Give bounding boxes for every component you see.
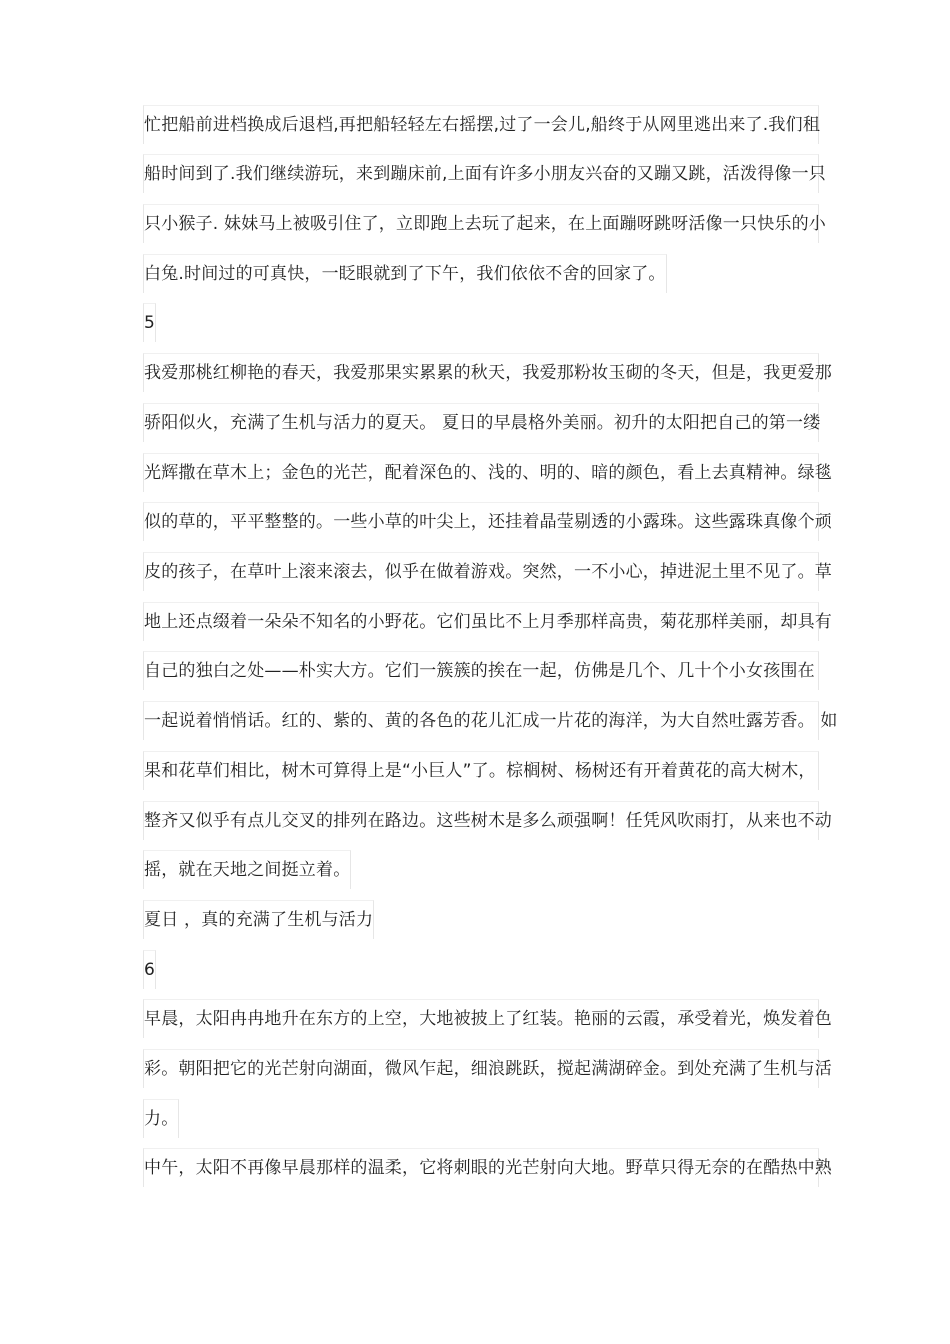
paragraph-line: 我爱那桃红柳艳的春天，我爱那果实累累的秋天，我爱那粉妆玉砌的冬天，但是，我更爱那 bbox=[143, 353, 819, 392]
paragraph-line: 白兔.时间过的可真快，一眨眼就到了下午，我们依依不舍的回家了。 bbox=[143, 254, 667, 293]
paragraph-line: 一起说着悄悄话。红的、紫的、黄的各色的花儿汇成一片花的海洋，为大自然吐露芳香。 如 bbox=[143, 701, 819, 740]
paragraph-line: 整齐又似乎有点儿交叉的排列在路边。这些树木是多么顽强啊！任凭风吹雨打，从来也不动 bbox=[143, 801, 819, 840]
section-number: 5 bbox=[143, 303, 156, 342]
paragraph-line: 夏日 ，真的充满了生机与活力 bbox=[143, 900, 374, 939]
paragraph-line: 只小猴子. 妹妹马上被吸引住了，立即跑上去玩了起来，在上面蹦呀跳呀活像一只快乐的小 bbox=[143, 204, 819, 243]
paragraph-line: 光辉撒在草木上；金色的光芒，配着深色的、浅的、明的、暗的颜色，看上去真精神。绿毯 bbox=[143, 453, 819, 492]
section-number: 6 bbox=[143, 950, 156, 989]
paragraph-line: 皮的孩子，在草叶上滚来滚去，似乎在做着游戏。突然，一不小心，掉进泥土里不见了。草 bbox=[143, 552, 819, 591]
paragraph-line: 果和花草们相比，树木可算得上是“小巨人”了。棕榈树、杨树还有开着黄花的高大树木， bbox=[143, 751, 819, 790]
paragraph-line: 摇，就在天地之间挺立着。 bbox=[143, 850, 351, 889]
paragraph-line: 自己的独白之处——朴实大方。它们一簇簇的挨在一起，仿佛是几个、几十个小女孩围在 bbox=[143, 651, 819, 690]
paragraph-line: 彩。朝阳把它的光芒射向湖面，微风乍起，细浪跳跃，搅起满湖碎金。到处充满了生机与活 bbox=[143, 1049, 819, 1088]
paragraph-line: 中午，太阳不再像早晨那样的温柔，它将刺眼的光芒射向大地。野草只得无奈的在酷热中熟 bbox=[143, 1148, 819, 1187]
paragraph-line: 早晨，太阳冉冉地升在东方的上空，大地被披上了红装。艳丽的云霞，承受着光，焕发着色 bbox=[143, 999, 819, 1038]
paragraph-line: 力。 bbox=[143, 1099, 179, 1138]
paragraph-line: 地上还点缀着一朵朵不知名的小野花。它们虽比不上月季那样高贵，菊花那样美丽，却具有 bbox=[143, 602, 819, 641]
paragraph-line: 似的草的，平平整整的。一些小草的叶尖上，还挂着晶莹剔透的小露珠。这些露珠真像个顽 bbox=[143, 502, 819, 541]
paragraph-line: 忙把船前进档换成后退档,再把船轻轻左右摇摆,过了一会儿,船终于从网里逃出来了.我们租 bbox=[143, 105, 819, 144]
paragraph-line: 骄阳似火，充满了生机与活力的夏天。 夏日的早晨格外美丽。初升的太阳把自己的第一缕 bbox=[143, 403, 819, 442]
paragraph-line: 船时间到了.我们继续游玩，来到蹦床前,上面有许多小朋友兴奋的又蹦又跳，活泼得像一只 bbox=[143, 154, 819, 193]
